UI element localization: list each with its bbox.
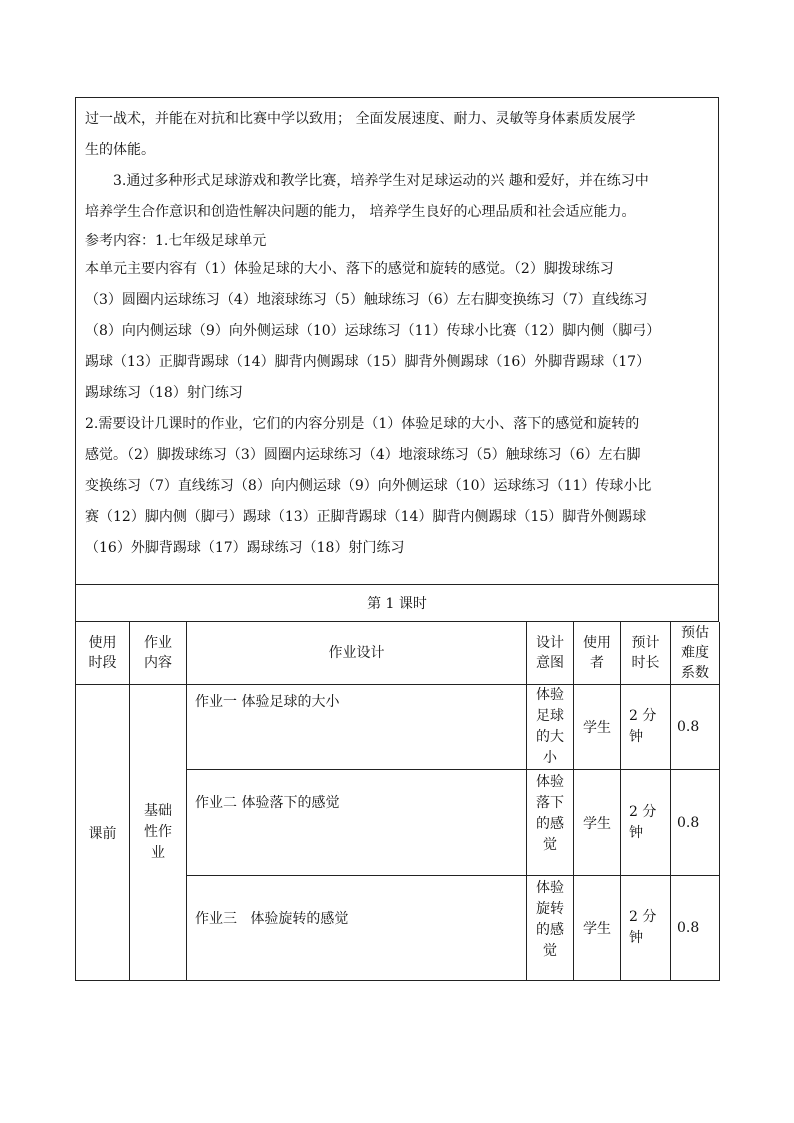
header-text: 者 [590,655,604,671]
header-text: 使用 [583,635,611,651]
document [75,97,719,981]
duration-cell [621,770,671,876]
lesson-plan-line: 感觉。（2）脚拨球练习（3）圆圈内运球练习（4）地滚球练习（5）触球练习（6）左右脚 [85,447,641,463]
header-text: 作业 [144,635,172,651]
header-text: 使用 [88,635,117,651]
cell-text: 体验 [536,687,564,703]
purpose-cell [527,876,574,981]
header-duration [621,622,671,685]
unit-content-line: 踢球（13）正脚背踢球（14）脚背内侧踢球（15）脚背外侧踢球（16）外脚背踢球（17） [85,354,651,370]
header-design: 作业设计 [187,622,527,685]
unit-content-line: 本单元主要内容有（1）体验足球的大小、落下的感觉和旋转的感觉。（2）脚拨球练习 [85,261,614,277]
cell-text: 落下 [536,795,564,811]
cell-text: 2 分 [629,803,657,820]
unit-overview-cell [75,97,719,585]
header-text: 设计 [536,635,564,651]
cell-text: 2 分 [629,708,657,724]
design-cell: 作业二 体验落下的感觉 [187,770,527,876]
unit-content-line: （8）向内侧运球（9）向外侧运球（10）运球练习（11）传球小比赛（12）脚内侧（脚弓） [85,323,661,339]
duration-cell [621,876,671,981]
user-cell: 学生 [574,770,621,876]
header-text: 时段 [88,655,117,671]
cell-text: 体验 [536,774,564,790]
reference-heading: 参考内容：1.七年级足球单元 [85,233,267,249]
cell-text: 小 [543,750,557,766]
lesson-plan-line: （16）外脚背踢球（17）踢球练习（18）射门练习 [85,540,405,556]
cell-text: 钟 [629,729,643,745]
cell-text: 业 [151,845,165,861]
cell-text: 足球 [536,708,564,724]
header-content [130,622,187,685]
duration-cell [621,685,671,770]
design-cell: 作业一 体验足球的大小 [187,685,527,770]
cell-text: 体验 [536,880,564,896]
table-row [76,685,720,770]
lesson-title: 第 1 课时 [75,585,719,622]
cell-text: 的感 [536,816,564,832]
cell-text: 觉 [543,943,557,959]
unit-content-line: 踢球练习（18）射门练习 [85,385,243,401]
user-cell: 学生 [574,876,621,981]
cell-text: 2 分 [629,909,657,925]
cell-text: 钟 [629,824,643,841]
cell-text: 旋转 [536,901,564,917]
content-cell [130,685,187,981]
goal-text-line: 3.通过多种形式足球游戏和教学比赛，培养学生对足球运动的兴 趣和爱好，并在练习中 [113,173,649,189]
difficulty-cell: 0.8 [671,876,720,981]
cell-text: 钟 [629,930,643,946]
goal-text-line: 生的体能。 [85,142,155,158]
unit-content-line: （3）圆圈内运球练习（4）地滚球练习（5）触球练习（6）左右脚变换练习（7）直线练习 [85,292,648,308]
header-text: 意图 [536,655,564,671]
header-time [76,622,130,685]
header-text: 预计 [631,635,660,651]
header-text: 预估 [681,625,709,641]
goal-text-line: 过一战术，并能在对抗和比赛中学以致用； 全面发展速度、耐力、灵敏等身体素质发展学 [85,111,636,127]
lesson-plan-line: 赛（12）脚内侧（脚弓）踢球（13）正脚背踢球（14）脚背内侧踢球（15）脚背外侧踢球 [85,509,647,525]
lesson-plan-line: 变换练习（7）直线练习（8）向内侧运球（9）向外侧运球（10）运球练习（11）传球小比 [85,478,652,494]
difficulty-cell: 0.8 [671,685,720,770]
difficulty-cell: 0.8 [671,770,720,876]
header-text: 系数 [681,665,709,681]
header-purpose [527,622,574,685]
header-difficulty [671,622,720,685]
cell-text: 性作 [144,824,172,840]
design-cell: 作业三 体验旋转的感觉 [187,876,527,981]
purpose-cell [527,770,574,876]
cell-text: 的大 [536,729,564,745]
cell-text: 觉 [543,837,557,853]
homework-table [75,622,720,981]
table-header-row [76,622,720,685]
goal-text-line: 培养学生合作意识和创造性解决问题的能力， 培养学生良好的心理品质和社会适应能力。 [85,204,636,220]
header-user [574,622,621,685]
header-text: 难度 [681,645,709,661]
cell-text: 基础 [144,803,172,819]
cell-text: 的感 [536,922,564,938]
header-text: 内容 [144,655,172,671]
user-cell: 学生 [574,685,621,770]
time-cell: 课前 [76,685,130,981]
header-text: 时长 [631,655,660,671]
lesson-plan-line: 2.需要设计几课时的作业，它们的内容分别是（1）体验足球的大小、落下的感觉和旋转的 [85,416,640,432]
purpose-cell [527,685,574,770]
